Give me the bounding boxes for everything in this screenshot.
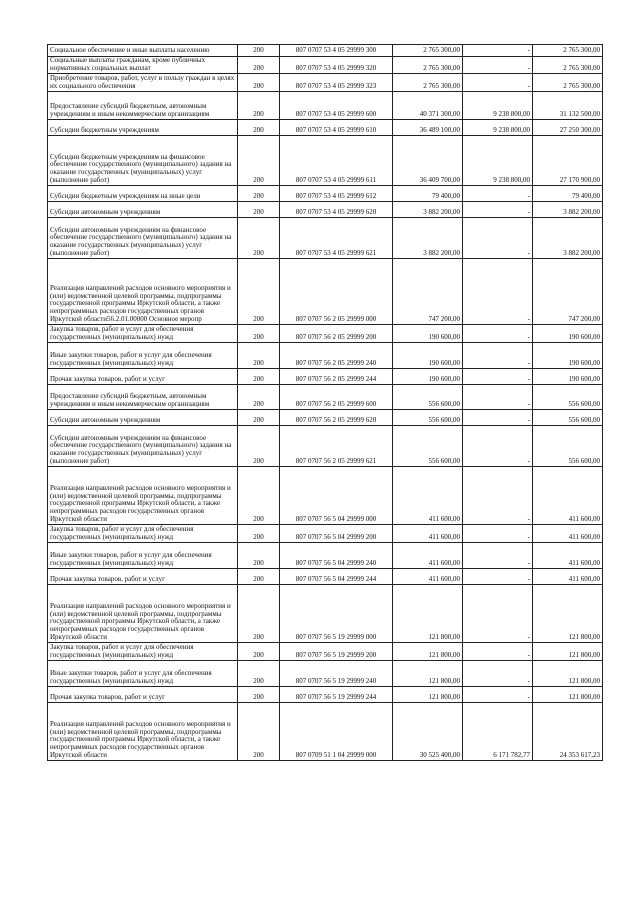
line-code-cell: 200 [238,120,280,136]
approved-amount-cell: 2 765 300,00 [393,45,463,57]
table-row [48,120,603,136]
remaining-amount-cell: 3 882 200,00 [533,202,603,218]
executed-amount-cell: - [463,45,533,57]
line-code-cell: 200 [238,643,280,661]
approved-amount-cell: 3 882 200,00 [393,202,463,218]
budget-classification-cell: 807 0707 56 5 19 29999 000 [280,585,393,643]
line-code-cell: 200 [238,426,280,467]
remaining-amount-cell: 121 800,00 [533,661,603,687]
table-row [48,74,603,92]
line-code-cell: 200 [238,57,280,74]
approved-amount-cell: 40 371 300,00 [393,92,463,120]
expenditure-name-cell: Иные закупки товаров, работ и услуг для обеспечения государственных (муниципальных) нужд [48,343,238,369]
executed-amount-cell: - [463,186,533,202]
table-body [48,45,603,761]
table-row [48,186,603,202]
executed-amount-cell: - [463,585,533,643]
executed-amount-cell: - [463,74,533,92]
budget-classification-cell: 807 0707 56 5 04 29999 240 [280,543,393,569]
table-row [48,385,603,410]
expenditure-name-cell: Субсидии бюджетным учреждениям [48,120,238,136]
budget-classification-cell: 807 0707 56 5 19 29999 200 [280,643,393,661]
line-code-cell: 200 [238,343,280,369]
approved-amount-cell: 36 489 100,00 [393,120,463,136]
table-row [48,426,603,467]
budget-classification-cell: 807 0707 53 4 05 29999 300 [280,45,393,57]
expenditure-name-cell: Предоставление субсидий бюджетным, автономным учреждениям и иным некоммерческим организациям [48,92,238,120]
line-code-cell: 200 [238,687,280,703]
budget-execution-table [47,44,603,761]
budget-classification-cell: 807 0709 51 1 04 29999 000 [280,703,393,761]
expenditure-name-cell: Субсидии автономным учреждениям [48,410,238,426]
remaining-amount-cell: 190 600,00 [533,325,603,343]
budget-classification-cell: 807 0707 56 5 19 29999 244 [280,687,393,703]
table-row [48,92,603,120]
table-row [48,45,603,57]
remaining-amount-cell: 3 882 200,00 [533,218,603,259]
line-code-cell: 200 [238,703,280,761]
remaining-amount-cell: 27 170 900,00 [533,136,603,186]
budget-classification-cell: 807 0707 56 2 05 29999 621 [280,426,393,467]
approved-amount-cell: 79 400,00 [393,186,463,202]
table-row [48,218,603,259]
remaining-amount-cell: 190 600,00 [533,369,603,385]
table-row [48,703,603,761]
expenditure-name-cell: Субсидии бюджетным учреждениям на иные цели [48,186,238,202]
executed-amount-cell: 9 238 800,00 [463,92,533,120]
approved-amount-cell: 411 600,00 [393,543,463,569]
table-row [48,325,603,343]
expenditure-name-cell: Социальное обеспечение и иные выплаты населению [48,45,238,57]
expenditure-name-cell: Реализация направлений расходов основного мероприятия и (или) ведомственной целевой программы, подпрограммы государственной программы Иркутской области, а также непрограммных расходов государственных органов Иркутской области56.2.01.00000 Основное меропр [48,259,238,325]
line-code-cell: 200 [238,202,280,218]
expenditure-name-cell: Реализация направлений расходов основного мероприятия и (или) ведомственной целевой программы, подпрограммы государственной программы Иркутской области, а также непрограммных расходов государственных органов Иркутской области [48,467,238,525]
executed-amount-cell: - [463,661,533,687]
remaining-amount-cell: 556 600,00 [533,385,603,410]
executed-amount-cell: - [463,218,533,259]
table-row [48,569,603,585]
approved-amount-cell: 2 765 300,00 [393,57,463,74]
line-code-cell: 200 [238,325,280,343]
executed-amount-cell: - [463,57,533,74]
approved-amount-cell: 121 800,00 [393,585,463,643]
line-code-cell: 200 [238,369,280,385]
budget-classification-cell: 807 0707 56 2 05 29999 620 [280,410,393,426]
approved-amount-cell: 36 409 700,00 [393,136,463,186]
table-row [48,525,603,543]
approved-amount-cell: 556 600,00 [393,410,463,426]
approved-amount-cell: 411 600,00 [393,467,463,525]
executed-amount-cell: - [463,325,533,343]
line-code-cell: 200 [238,259,280,325]
expenditure-name-cell: Закупка товаров, работ и услуг для обеспечения государственных (муниципальных) нужд [48,325,238,343]
remaining-amount-cell: 2 765 300,00 [533,45,603,57]
remaining-amount-cell: 556 600,00 [533,426,603,467]
expenditure-name-cell: Прочая закупка товаров, работ и услуг [48,369,238,385]
remaining-amount-cell: 121 800,00 [533,585,603,643]
table-row [48,467,603,525]
line-code-cell: 200 [238,525,280,543]
line-code-cell: 200 [238,92,280,120]
expenditure-name-cell: Социальные выплаты гражданам, кроме публичных нормативных социальных выплат [48,57,238,74]
approved-amount-cell: 2 765 300,00 [393,74,463,92]
expenditure-name-cell: Субсидии автономным учреждениям на финансовое обеспечение государственного (муниципального) задания на оказание государственных (муниципальных) услуг (выполнение работ) [48,218,238,259]
remaining-amount-cell: 190 600,00 [533,343,603,369]
table-row [48,202,603,218]
line-code-cell: 200 [238,186,280,202]
table-row [48,643,603,661]
table-row [48,343,603,369]
executed-amount-cell: - [463,426,533,467]
executed-amount-cell: 9 238 800,00 [463,136,533,186]
remaining-amount-cell: 556 600,00 [533,410,603,426]
remaining-amount-cell: 79 400,00 [533,186,603,202]
approved-amount-cell: 411 600,00 [393,569,463,585]
remaining-amount-cell: 2 765 300,00 [533,74,603,92]
budget-classification-cell: 807 0707 56 5 04 29999 244 [280,569,393,585]
approved-amount-cell: 190 600,00 [393,325,463,343]
executed-amount-cell: - [463,467,533,525]
budget-classification-cell: 807 0707 53 4 05 29999 610 [280,120,393,136]
executed-amount-cell: - [463,543,533,569]
expenditure-name-cell: Субсидии бюджетным учреждениям на финансовое обеспечение государственного (муниципального) задания на оказание государственных (муниципальных) услуг (выполнение работ) [48,136,238,186]
budget-classification-cell: 807 0707 53 4 05 29999 600 [280,92,393,120]
line-code-cell: 200 [238,45,280,57]
table-row [48,543,603,569]
executed-amount-cell: - [463,569,533,585]
table-row [48,136,603,186]
expenditure-name-cell: Прочая закупка товаров, работ и услуг [48,569,238,585]
table-row [48,661,603,687]
executed-amount-cell: 6 171 782,77 [463,703,533,761]
approved-amount-cell: 30 525 400,00 [393,703,463,761]
remaining-amount-cell: 31 132 500,00 [533,92,603,120]
line-code-cell: 200 [238,385,280,410]
budget-classification-cell: 807 0707 53 4 05 29999 611 [280,136,393,186]
expenditure-name-cell: Реализация направлений расходов основного мероприятия и (или) ведомственной целевой программы, подпрограммы государственной программы Иркутской области, а также непрограммных расходов государственных органов Иркутской области [48,703,238,761]
remaining-amount-cell: 2 765 300,00 [533,57,603,74]
expenditure-name-cell: Закупка товаров, работ и услуг для обеспечения государственных (муниципальных) нужд [48,525,238,543]
executed-amount-cell: - [463,643,533,661]
expenditure-name-cell: Приобретение товаров, работ, услуг в пользу граждан в целях их социального обеспечения [48,74,238,92]
budget-classification-cell: 807 0707 56 2 05 29999 000 [280,259,393,325]
executed-amount-cell: - [463,525,533,543]
remaining-amount-cell: 411 600,00 [533,543,603,569]
remaining-amount-cell: 121 800,00 [533,643,603,661]
budget-classification-cell: 807 0707 56 2 05 29999 244 [280,369,393,385]
approved-amount-cell: 121 800,00 [393,687,463,703]
expenditure-name-cell: Иные закупки товаров, работ и услуг для обеспечения государственных (муниципальных) нужд [48,661,238,687]
approved-amount-cell: 3 882 200,00 [393,218,463,259]
line-code-cell: 200 [238,467,280,525]
table-row [48,410,603,426]
executed-amount-cell: - [463,259,533,325]
expenditure-name-cell: Иные закупки товаров, работ и услуг для обеспечения государственных (муниципальных) нужд [48,543,238,569]
expenditure-name-cell: Субсидии автономным учреждениям на финансовое обеспечение государственного (муниципального) задания на оказание государственных (муниципальных) услуг (выполнение работ) [48,426,238,467]
approved-amount-cell: 411 600,00 [393,525,463,543]
table-row [48,259,603,325]
budget-classification-cell: 807 0707 56 2 05 29999 600 [280,385,393,410]
budget-classification-cell: 807 0707 56 5 04 29999 200 [280,525,393,543]
budget-classification-cell: 807 0707 56 5 04 29999 000 [280,467,393,525]
remaining-amount-cell: 411 600,00 [533,467,603,525]
approved-amount-cell: 556 600,00 [393,385,463,410]
line-code-cell: 200 [238,74,280,92]
budget-classification-cell: 807 0707 53 4 05 29999 320 [280,57,393,74]
executed-amount-cell: - [463,343,533,369]
approved-amount-cell: 190 600,00 [393,369,463,385]
budget-classification-cell: 807 0707 53 4 05 29999 620 [280,202,393,218]
remaining-amount-cell: 27 250 300,00 [533,120,603,136]
budget-classification-cell: 807 0707 53 4 05 29999 621 [280,218,393,259]
line-code-cell: 200 [238,585,280,643]
table-row [48,369,603,385]
expenditure-name-cell: Субсидии автономным учреждениям [48,202,238,218]
table-row [48,57,603,74]
executed-amount-cell: - [463,410,533,426]
expenditure-name-cell: Закупка товаров, работ и услуг для обеспечения государственных (муниципальных) нужд [48,643,238,661]
approved-amount-cell: 121 800,00 [393,661,463,687]
expenditure-name-cell: Реализация направлений расходов основного мероприятия и (или) ведомственной целевой программы, подпрограммы государственной программы Иркутской области, а также непрограммных расходов государственных органов Иркутской области [48,585,238,643]
executed-amount-cell: 9 238 800,00 [463,120,533,136]
line-code-cell: 200 [238,410,280,426]
executed-amount-cell: - [463,385,533,410]
budget-classification-cell: 807 0707 53 4 05 29999 323 [280,74,393,92]
budget-classification-cell: 807 0707 56 2 05 29999 240 [280,343,393,369]
approved-amount-cell: 556 600,00 [393,426,463,467]
approved-amount-cell: 121 800,00 [393,643,463,661]
remaining-amount-cell: 747 200,00 [533,259,603,325]
approved-amount-cell: 190 600,00 [393,343,463,369]
approved-amount-cell: 747 200,00 [393,259,463,325]
line-code-cell: 200 [238,543,280,569]
remaining-amount-cell: 24 353 617,23 [533,703,603,761]
executed-amount-cell: - [463,369,533,385]
executed-amount-cell: - [463,202,533,218]
line-code-cell: 200 [238,569,280,585]
expenditure-name-cell: Прочая закупка товаров, работ и услуг [48,687,238,703]
remaining-amount-cell: 411 600,00 [533,569,603,585]
budget-classification-cell: 807 0707 56 5 19 29999 240 [280,661,393,687]
line-code-cell: 200 [238,661,280,687]
budget-classification-cell: 807 0707 53 4 05 29999 612 [280,186,393,202]
expenditure-name-cell: Предоставление субсидий бюджетным, автономным учреждениям и иным некоммерческим организациям [48,385,238,410]
table-row [48,687,603,703]
table-row [48,585,603,643]
budget-classification-cell: 807 0707 56 2 05 29999 200 [280,325,393,343]
line-code-cell: 200 [238,218,280,259]
executed-amount-cell: - [463,687,533,703]
line-code-cell: 200 [238,136,280,186]
remaining-amount-cell: 411 600,00 [533,525,603,543]
remaining-amount-cell: 121 800,00 [533,687,603,703]
